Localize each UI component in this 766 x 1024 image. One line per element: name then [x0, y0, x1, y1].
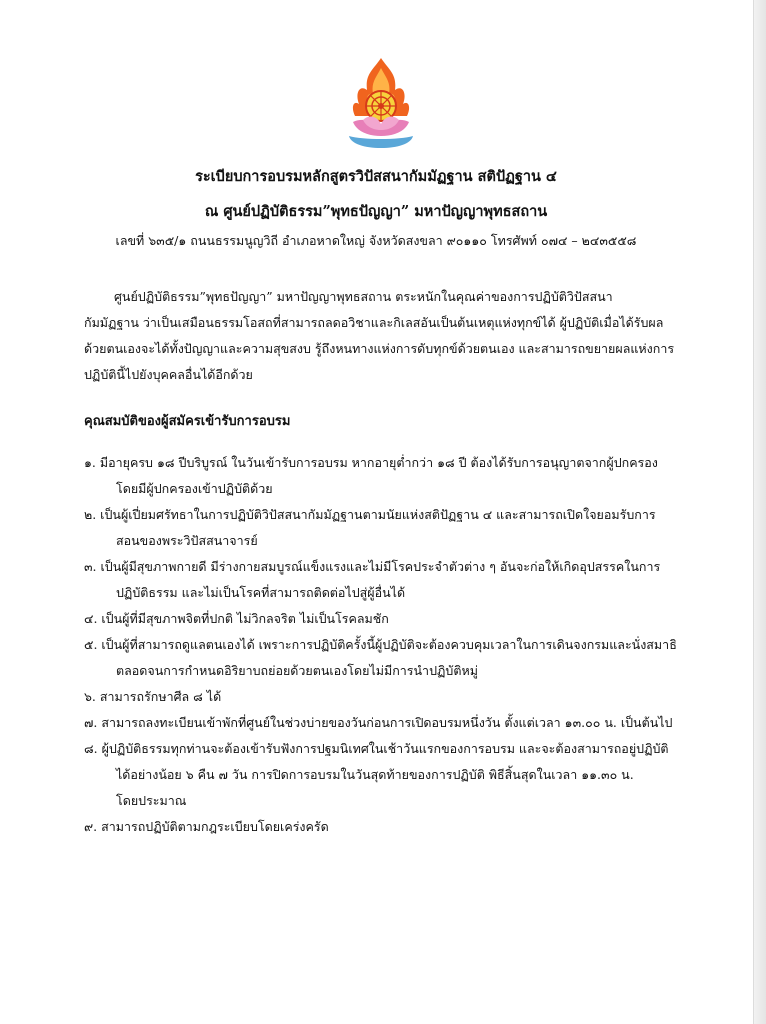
- list-item-text: ๘. ผู้ปฏิบัติธรรมทุกท่านจะต้องเข้ารับฟังการปฐมนิเทศในเช้าวันแรกของการอบรม และจะต้องสามารถอยู่ปฏิบัติ: [84, 741, 669, 756]
- list-item-text: ๓. เป็นผู้มีสุขภาพกายดี มีร่างกายสมบูรณ์แข็งแรงและไม่มีโรคประจำตัวต่าง ๆ อันจะก่อให้เกิดอุปสรรคในการ: [84, 559, 661, 574]
- list-item-text: ตลอดจนการกำหนดอิริยาบถย่อยด้วยตนเองโดยไม่มีการนำปฏิบัติหมู่: [116, 663, 478, 678]
- list-item: [84, 736, 704, 814]
- list-item-text: โดยมีผู้ปกครองเข้าปฏิบัติด้วย: [116, 481, 273, 496]
- intro-line: กัมมัฏฐาน ว่าเป็นเสมือนธรรมโอสถที่สามารถลดอวิชาและกิเลสอันเป็นต้นเหตุแห่งทุกข์ได้ ผู้ปฏิบัติเมื่อได้รับผล: [84, 315, 664, 330]
- intro-line: ศูนย์ปฏิบัติธรรม”พุทธปัญญา” มหาปัญญาพุทธสถาน ตระหนักในคุณค่าของการปฏิบัติวิปัสสนา: [114, 289, 613, 304]
- list-item: [84, 554, 704, 606]
- list-item-text: ๑. มีอายุครบ ๑๘ ปีบริบูรณ์ ในวันเข้ารับการอบรม หากอายุต่ำกว่า ๑๘ ปี ต้องได้รับการอนุญาตจากผู้ปกครอง: [84, 455, 658, 470]
- list-item: [84, 684, 704, 710]
- list-item: [84, 710, 704, 736]
- list-item: [84, 632, 704, 684]
- qualifications-heading: คุณสมบัติของผู้สมัครเข้ารับการอบรม: [84, 414, 291, 429]
- intro-line: ปฏิบัตินี้ไปยังบุคคลอื่นได้อีกด้วย: [84, 367, 253, 382]
- list-item-text: ๒. เป็นผู้เปี่ยมศรัทธาในการปฏิบัติวิปัสสนากัมมัฏฐานตามนัยแห่งสติปัฏฐาน ๔ และสามารถเปิดใจยอมรับการ: [84, 507, 656, 522]
- document-title: ระเบียบการอบรมหลักสูตรวิปัสสนากัมมัฏฐาน สติปัฏฐาน ๔: [195, 168, 557, 185]
- list-item-text: ปฏิบัติธรรม และไม่เป็นโรคที่สามารถติดต่อไปสู่ผู้อื่นได้: [116, 585, 406, 600]
- document-subtitle: ณ ศูนย์ปฏิบัติธรรม”พุทธปัญญา” มหาปัญญาพุทธสถาน: [204, 203, 548, 220]
- intro-line: ด้วยตนเองจะได้ทั้งปัญญาและความสุขสงบ รู้ถึงหนทางแห่งการดับทุกข์ด้วยตนเอง และสามารถขยายผลแห่งการ: [84, 341, 675, 356]
- list-item-text: โดยประมาณ: [116, 793, 187, 808]
- list-item-text: ๖. สามารถรักษาศีล ๘ ได้: [84, 689, 222, 704]
- qualifications-list: [84, 450, 704, 840]
- university-emblem-logo: [343, 56, 419, 152]
- list-item-text: ๕. เป็นผู้ที่สามารถดูแลตนเองได้ เพราะการปฏิบัติครั้งนี้ผู้ปฏิบัติจะต้องควบคุมเวลาในการเดินจงกรมและนั่งสมาธิ: [84, 637, 677, 652]
- list-item-text: สอนของพระวิปัสสนาจารย์: [116, 533, 258, 548]
- list-item-text: ได้อย่างน้อย ๖ คืน ๗ วัน การปิดการอบรมในวันสุดท้ายของการปฏิบัติ พิธีสิ้นสุดในเวลา ๑๑.๓๐ น.: [116, 767, 634, 782]
- list-item: [84, 450, 704, 502]
- list-item: [84, 502, 704, 554]
- list-item: [84, 606, 704, 632]
- intro-paragraph: [84, 284, 724, 388]
- list-item-text: ๔. เป็นผู้ที่มีสุขภาพจิตที่ปกติ ไม่วิกลจริต ไม่เป็นโรคลมชัก: [84, 611, 389, 626]
- address-line: เลขที่ ๖๓๕/๑ ถนนธรรมนูญวิถี อำเภอหาดใหญ่ จังหวัดสงขลา ๙๐๑๑๐ โทรศัพท์ ๐๗๔ – ๒๔๓๕๕๘: [115, 233, 637, 248]
- list-item-text: ๙. สามารถปฏิบัติตามกฎระเบียบโดยเคร่งครัด: [84, 819, 329, 834]
- page-edge-shadow: [753, 0, 766, 1024]
- list-item-text: ๗. สามารถลงทะเบียนเข้าพักที่ศูนย์ในช่วงบ่ายของวันก่อนการเปิดอบรมหนึ่งวัน ตั้งแต่เวลา ๑๓.๐๐ น. เป็นต้นไป: [84, 715, 673, 730]
- list-item: [84, 814, 704, 840]
